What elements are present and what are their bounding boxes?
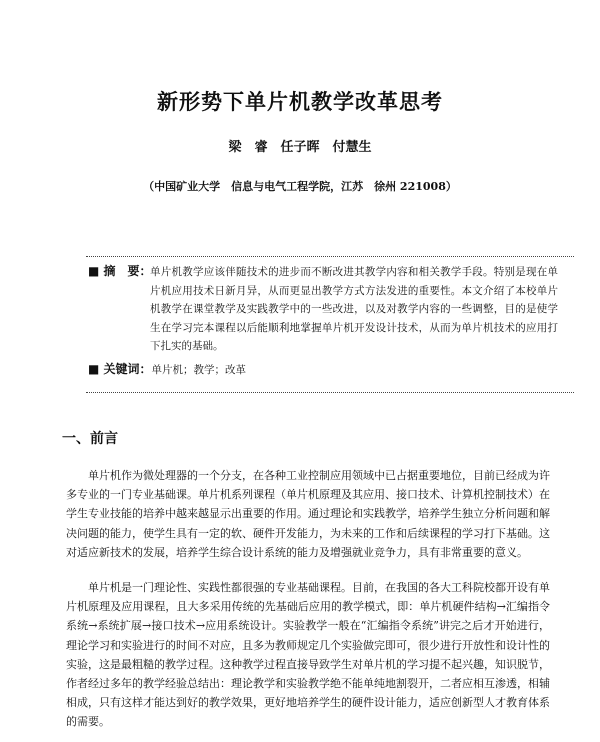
affiliation: （中国矿业大学 信息与电气工程学院，江苏 徐州 221008） [143, 180, 457, 193]
keywords-text: 单片机；教学；改革 [151, 364, 247, 376]
keywords-block [88, 360, 558, 377]
section-heading: 一、前言 [62, 431, 118, 447]
divider-bottom [86, 392, 574, 393]
abstract-label: ■ 摘 要： [88, 264, 152, 278]
abstract-block [88, 262, 558, 356]
abstract-text: 单片机教学应该伴随技术的进步而不断改进其教学内容和相关教学手段。特别是现在单片机应用技术日新月异，从而更显出教学方式方法发进的重要性。本文介绍了本校单片机教学在课堂教学及实践教学中的一些改进，以及对教学内容的一些调整，目的是使学生在学习完本课程以后能顺利地掌握单片机开发设计技术，从而为单片机技术的应用打下扎实的基础。 [150, 266, 558, 353]
body-paragraph: 单片机是一门理论性、实践性都很强的专业基础课程。目前，在我国的各大工科院校都开设有单片机原理及应用课程，且大多采用传统的先基础后应用的教学模式，即：单片机硬件结构→汇编指令系统→系统扩展→接口技术→应用系统设计。实验教学一般在“汇编指令系统”讲完之后才开始进行，理论学习和实验进行的时间不对应，且多为教师规定几个实验做完即可，很少进行开放性和设计性的实验，这是最粗糙的教学过程。这种教学过程直接导致学生对单片机的学习提不起兴趣，知识脱节，作者经过多年的教学经验总结出：理论教学和实验教学绝不能单纯地割裂开，二者应相互渗透，相辅相成，只有这样才能达到好的教学效果，更好地培养学生的硬件设计能力，适应创新型人才教育体系的需要。 [66, 581, 550, 729]
divider-top [86, 256, 574, 257]
author-list: 梁 睿 任子晖 付慧生 [228, 140, 372, 155]
keywords-label: ■ 关键词： [88, 362, 152, 376]
body-paragraph: 单片机作为微处理器的一个分支，在各种工业控制应用领域中已占据重要地位，目前已经成为许多专业的一门专业基础课。单片机系列课程（单片机原理及其应用、接口技术、计算机控制技术）在学生专业技能的培养中越来越显示出重要的作用。通过理论和实践教学，培养学生独立分析问题和解决问题的能力，使学生具有一定的软、硬件开发能力，为未来的工作和后续课程的学习打下基础。这对适应新技术的发展，培养学生综合设计系统的能力及增强就业竞争力，具有非常重要的意义。 [66, 469, 550, 559]
paper-title: 新形势下单片机教学改革思考 [157, 89, 443, 114]
